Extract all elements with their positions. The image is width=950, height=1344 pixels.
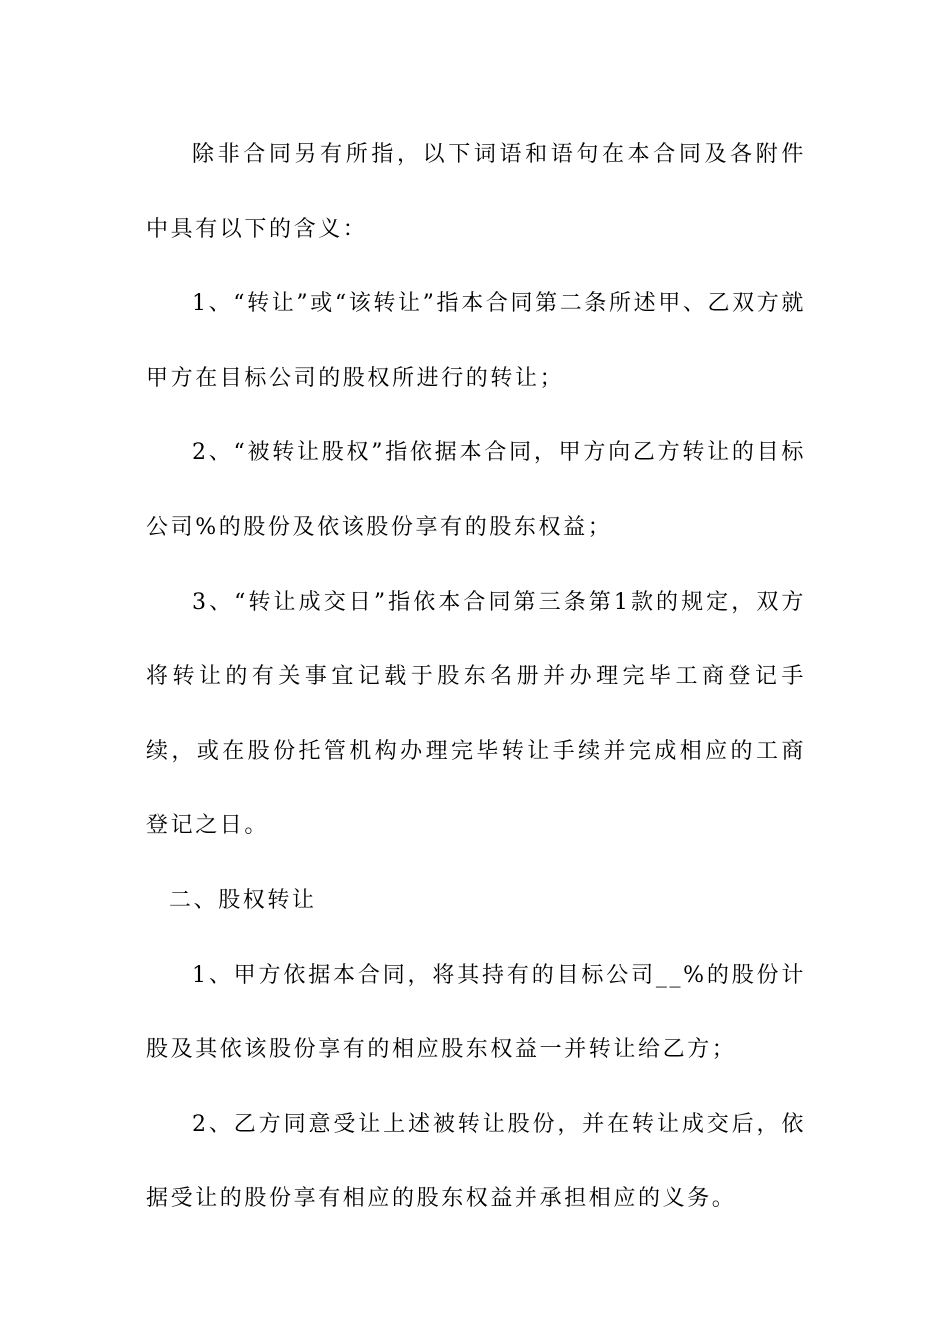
definition-transfer-paragraph: 1、“转让”或“该转让”指本合同第二条所述甲、乙双方就甲方在目标公司的股权所进行的转让； — [146, 291, 806, 391]
definition-transferred-equity-paragraph: 2、“被转让股权”指依据本合同，甲方向乙方转让的目标公司%的股份及依该股份享有的股东权益； — [146, 440, 806, 540]
transfer-clause-1-paragraph: 1、甲方依据本合同，将其持有的目标公司__%的股份计股及其依该股份享有的相应股东权益一并转让给乙方； — [146, 962, 806, 1063]
definition-closing-date-paragraph: 3、“转让成交日”指依本合同第三条第1款的规定，双方将转让的有关事宜记载于股东名册并办理完毕工商登记手续，或在股份托管机构办理完毕转让手续并完成相应的工商登记之日。 — [146, 589, 806, 839]
transfer-clause-2-paragraph: 2、乙方同意受让上述被转让股份，并在转让成交后，依据受让的股份享有相应的股东权益并承担相应的义务。 — [146, 1111, 806, 1212]
document-body — [146, 118, 806, 1237]
definitions-intro-paragraph: 除非合同另有所指，以下词语和语句在本合同及各附件中具有以下的含义： — [146, 142, 806, 242]
section-heading-equity-transfer: 二、股权转让 — [169, 887, 317, 913]
